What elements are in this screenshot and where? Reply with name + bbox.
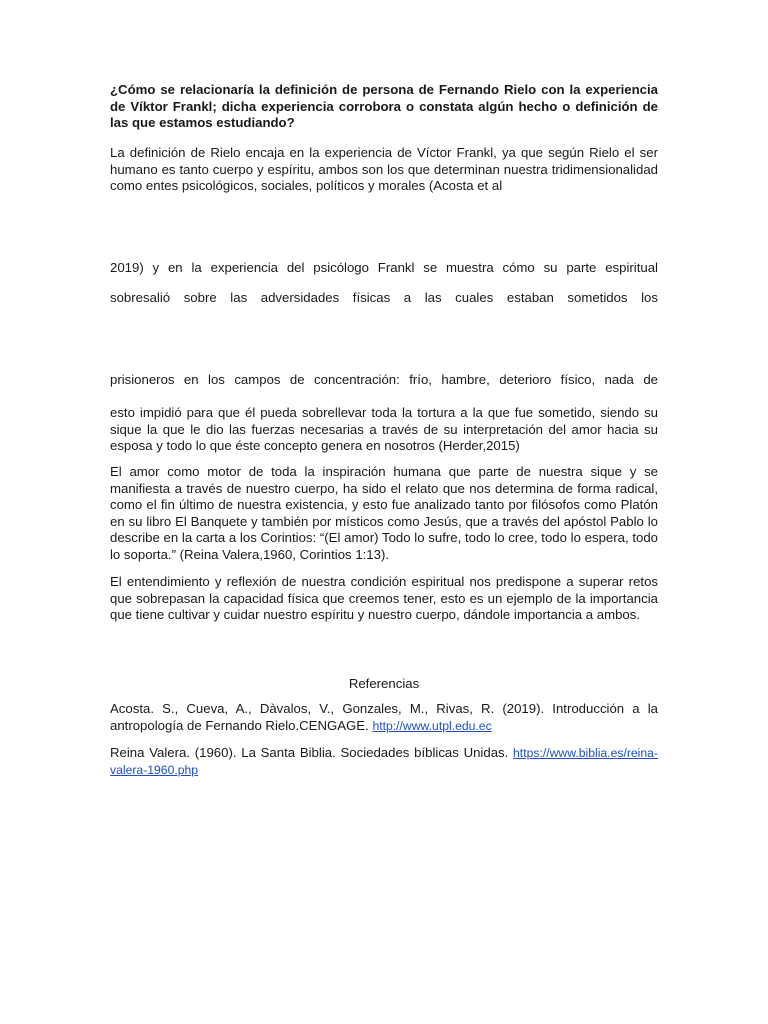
reference-reina-valera (110, 745, 658, 778)
paragraph-rielo-definition: La definición de Rielo encaja en la experiencia de Víctor Frankl, ya que según Rielo el ser humano es tanto cuerpo y espíritu, ambos son los que determinan nuestra tridimensionalidad como entes psicológicos, sociales, políticos y morales (Acosta et al (110, 145, 658, 193)
reference-reina-valera-text: Reina Valera. (1960). La Santa Biblia. Sociedades bíblicas Unidas. (110, 745, 514, 760)
line-prisioneros: prisioneros en los campos de concentración: frío, hambre, deterioro físico, nada de (110, 372, 658, 387)
line-sobresalio: sobresalió sobre las adversidades físicas a las cuales estaban sometidos los (110, 290, 658, 305)
line-2019: 2019) y en la experiencia del psicólogo Frankl se muestra cómo su parte espiritual (110, 260, 658, 275)
paragraph-tortura: esto impidió para que él pueda sobrellevar toda la tortura a la que fue sometido, siendo su sique la que le dio las fuerzas necesarias a través de su interpretación del amor hacia su esposa y todo lo que éste concepto genera en nosotros (Herder,2015) (110, 405, 658, 453)
paragraph-amor: El amor como motor de toda la inspiración humana que parte de nuestra sique y se manifiesta a través de nuestro cuerpo, ha sido el relato que nos determina de forma radical, como el fin último de nuestra existencia, y esto fue analizado tanto por filósofos como Platón en su libro El Banquete y también por místicos como Jesús, que a través del apóstol Pablo lo describe en la carta a los Corintios: “(El amor) Todo lo sufre, todo lo cree, todo lo espera, todo lo soporta.” (Reina Valera,1960, Corintios 1:13). (110, 464, 658, 562)
reference-reina-valera-link[interactable]: https://www.biblia.es/reina-valera-1960.php (110, 746, 658, 777)
reference-acosta (110, 701, 658, 734)
references-title: Referencias (348, 676, 420, 691)
reference-acosta-link[interactable]: http://www.utpl.edu.ec (372, 718, 492, 733)
paragraph-entendimiento: El entendimiento y reflexión de nuestra condición espiritual nos predispone a superar retos que sobrepasan la capacidad física que creemos tener, esto es un ejemplo de la importancia que tiene cultivar y cuidar nuestro espíritu y nuestro cuerpo, dándole importancia a ambos. (110, 574, 658, 622)
reference-acosta-text: Acosta. S., Cueva, A., Dàvalos, V., Gonzales, M., Rivas, R. (2019). Introducción a la antropología de Fernando Rielo.CENGAGE. (110, 701, 658, 733)
question-heading: ¿Cómo se relacionaría la definición de persona de Fernando Rielo con la experiencia de Víktor Frankl; dicha experiencia corrobora o constata algún hecho o definición de las que estamos estudiando? (110, 82, 658, 130)
